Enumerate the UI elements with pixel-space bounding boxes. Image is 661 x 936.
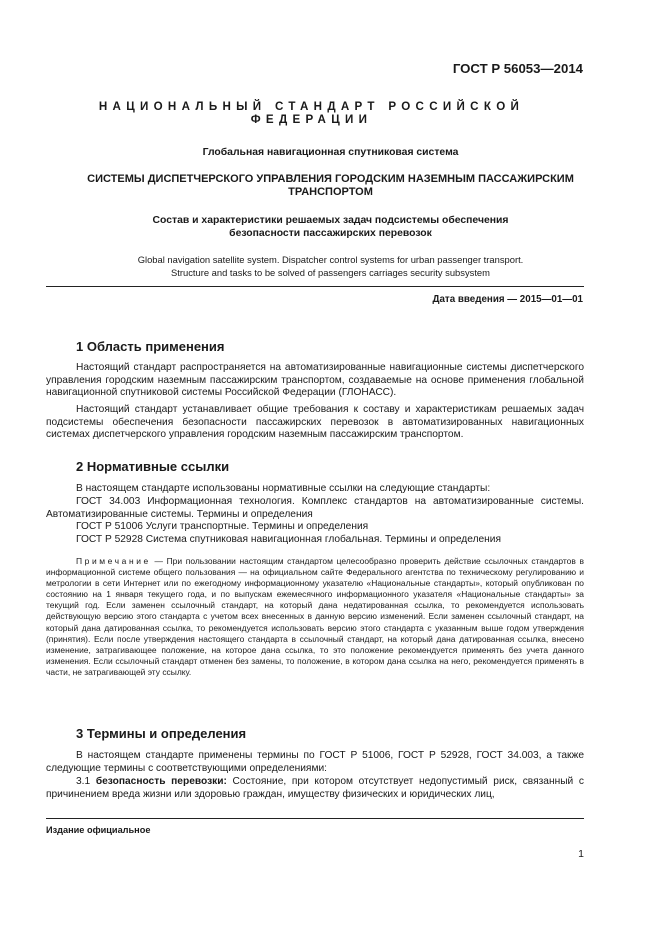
footer-divider bbox=[46, 818, 584, 819]
title-english bbox=[60, 254, 601, 279]
document-number: ГОСТ Р 56053—2014 bbox=[452, 61, 583, 76]
section-1-heading: 1 Область применения bbox=[76, 339, 225, 354]
term-3-1 bbox=[46, 776, 584, 801]
title-main bbox=[60, 173, 601, 199]
section-3-heading: 3 Термины и определения bbox=[76, 726, 247, 741]
title-subtitle-line1: Состав и характеристики решаемых задач подсистемы обеспечения bbox=[152, 215, 509, 226]
introduction-date: Дата введения — 2015—01—01 bbox=[432, 294, 583, 305]
page-number: 1 bbox=[578, 848, 584, 860]
standard-type-heading: НАЦИОНАЛЬНЫЙ СТАНДАРТ РОССИЙСКОЙ ФЕДЕРАЦИИ bbox=[98, 100, 525, 126]
title-main-line1: СИСТЕМЫ ДИСПЕТЧЕРСКОГО УПРАВЛЕНИЯ ГОРОДСКИМ НАЗЕМНЫМ ПАССАЖИРСКИМ bbox=[87, 173, 574, 185]
normative-reference-gost-34-003: ГОСТ 34.003 Информационная технология. Комплекс стандартов на автоматизированные системы. Автоматизированные системы. Термины и определения bbox=[46, 496, 584, 520]
title-subtitle bbox=[76, 214, 585, 240]
section-3-intro: В настоящем стандарте применены термины по ГОСТ Р 51006, ГОСТ Р 52928, ГОСТ 34.003, а также следующие термины с соответствующими определениями: bbox=[46, 750, 584, 774]
title-english-line1: Global navigation satellite system. Dispatcher control systems for urban passenger transport. bbox=[137, 254, 524, 265]
normative-reference-gost-r-52928: ГОСТ Р 52928 Система спутниковая навигационная глобальная. Термины и определения bbox=[76, 534, 502, 545]
section-1-paragraph-1: Настоящий стандарт распространяется на автоматизированные навигационные системы диспетчерского управления городским наземным пассажирским транспортом, создаваемые на основе применения глобальной навигационной спутниковой системы Российской Федерации (ГЛОНАСС). bbox=[46, 362, 584, 399]
section-2-note bbox=[46, 556, 584, 678]
note-label: Примечание bbox=[76, 556, 151, 566]
normative-reference-gost-r-51006: ГОСТ Р 51006 Услуги транспортные. Термины и определения bbox=[76, 521, 369, 532]
title-main-line2: ТРАНСПОРТОМ bbox=[288, 186, 373, 198]
title-english-line2: Structure and tasks to be solved of passengers carriages security subsystem bbox=[171, 266, 490, 278]
section-2-intro: В настоящем стандарте использованы нормативные ссылки на следующие стандарты: bbox=[76, 483, 491, 494]
title-system: Глобальная навигационная спутниковая система bbox=[202, 147, 459, 158]
term-name: безопасность перевозки: bbox=[95, 776, 227, 787]
title-subtitle-line2: безопасности пассажирских перевозок bbox=[229, 228, 432, 239]
section-2-heading: 2 Нормативные ссылки bbox=[76, 459, 230, 474]
official-edition-label: Издание официальное bbox=[46, 825, 151, 835]
title-divider bbox=[46, 286, 584, 287]
section-1-paragraph-2: Настоящий стандарт устанавливает общие требования к составу и характеристикам решаемых задач подсистемы обеспечения безопасности пассажирских перевозок в автоматизированных навигационных системах диспетчерского управления городским наземным пассажирским транспортом. bbox=[46, 404, 584, 441]
term-number: 3.1 bbox=[76, 776, 91, 787]
note-text: — При пользовании настоящим стандартом целесообразно проверить действие ссылочных стандартов в информационной системе общего пользования — на официальном сайте Федерального агентства по техническому регулированию и метрологии в сети Интернет или по ежегодному информационному указателю «Национальные стандарты», который опубликован по состоянию на 1 января текущего года, и по выпускам ежемесячного информационного указателя «Национальные стандарты» за текущий год. Если заменен ссылочный стандарт, на который дана недатированная ссылка, то рекомендуется использовать действующую версию этого стандарта с учетом всех внесенных в данную версию изменений. Если заменен ссылочный стандарт, на который дана датированная ссылка, то рекомендуется использовать версию этого стандарта с указанным выше годом утверждения (принятия). Если после утверждения настоящего стандарта в ссылочный стандарт, на который дана датированная ссылка, внесено изменение, затрагивающее положение, на которое дана ссылка, то это положение рекомендуется применять без учета данного изменения. Если ссылочный стандарт отменен без замены, то положение, в котором дана ссылка на него, рекомендуется применять в части, не затрагивающей эту ссылку. bbox=[46, 556, 584, 677]
term-definition: Состояние, при котором отсутствует недопустимый риск, связанный с причинением вреда жизни или здоровью граждан, имуществу физических и юридических лиц, bbox=[46, 776, 584, 800]
